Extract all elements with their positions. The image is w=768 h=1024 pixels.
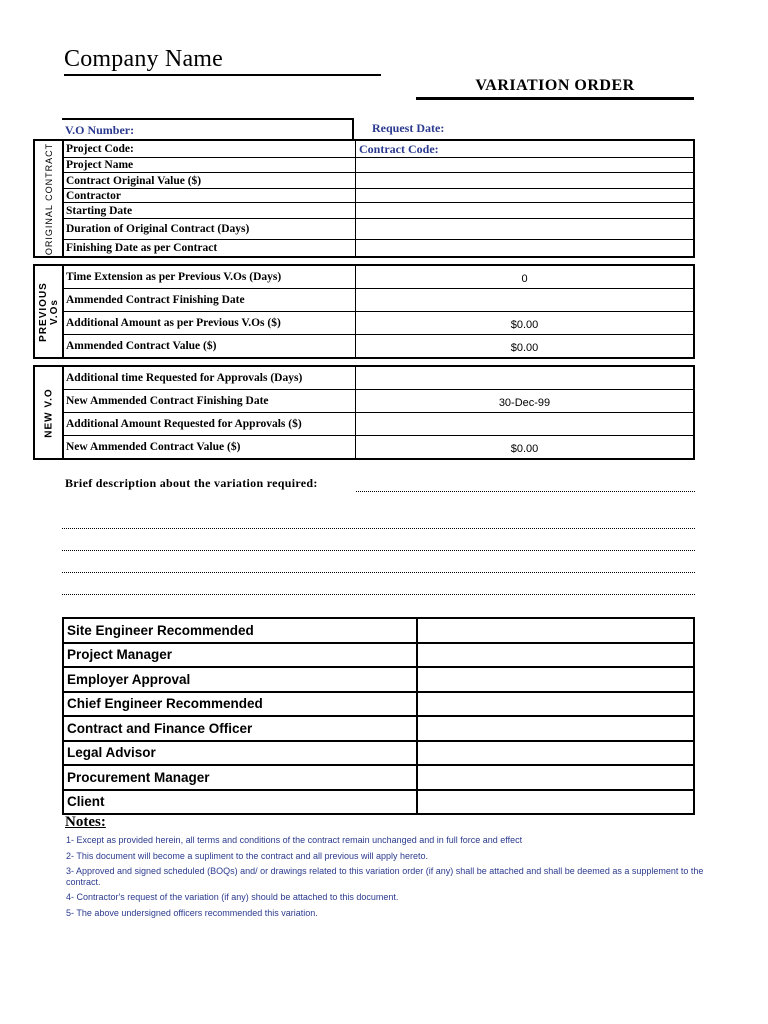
- signature-cell[interactable]: [417, 790, 694, 815]
- note-item: 3- Approved and signed scheduled (BOQs) and/ or drawings related to this variation order (if any) shall be attached and shall be deemed as a supplement to the contract.: [66, 866, 704, 887]
- vo-header-row: [62, 118, 694, 140]
- time-extension-value[interactable]: 0: [521, 272, 528, 285]
- contractor-value[interactable]: [356, 189, 693, 202]
- new-vo-side-label: NEW V.O: [35, 367, 64, 458]
- original-contract-side-label: ORIGINAL CONTRACT: [35, 141, 64, 256]
- signature-label: Project Manager: [63, 643, 417, 668]
- signature-cell[interactable]: [417, 741, 694, 766]
- signature-label: Contract and Finance Officer: [63, 716, 417, 741]
- new-contract-value-value[interactable]: $0.00: [510, 442, 539, 455]
- duration-value[interactable]: [356, 219, 693, 239]
- previous-vos-section: [33, 264, 695, 359]
- ammended-contract-value-value[interactable]: $0.00: [510, 341, 539, 354]
- table-row: [63, 692, 694, 717]
- table-row: [63, 790, 694, 815]
- additional-amount-value[interactable]: $0.00: [510, 318, 539, 331]
- table-row: [63, 618, 694, 643]
- description-label: Brief description about the variation required:: [65, 476, 318, 490]
- request-date-field[interactable]: Request Date:: [372, 121, 445, 135]
- table-row: [64, 141, 693, 158]
- note-item: 4- Contractor's request of the variation (if any) should be attached to this document.: [66, 892, 399, 902]
- signature-cell[interactable]: [417, 716, 694, 741]
- table-row: [63, 643, 694, 668]
- starting-date-value[interactable]: [356, 203, 693, 218]
- ammended-finishing-date-value[interactable]: [356, 289, 693, 311]
- signature-cell[interactable]: [417, 667, 694, 692]
- finishing-date-value[interactable]: [356, 240, 693, 256]
- table-row: Contract Original Value ($): [64, 173, 693, 189]
- note-item: 5- The above undersigned officers recommended this variation.: [66, 907, 318, 918]
- notes-title: Notes:: [65, 814, 106, 830]
- project-code-label: Project Code:: [64, 141, 356, 157]
- signature-label: Chief Engineer Recommended: [63, 692, 417, 717]
- table-row: Additional Amount as per Previous V.Os ($) $0.00: [64, 312, 693, 335]
- description-line-3[interactable]: [62, 550, 695, 551]
- previous-vos-side-label: PREVIOUS V.Os: [35, 266, 64, 357]
- additional-time-value[interactable]: [356, 367, 693, 389]
- description-line-4[interactable]: [62, 572, 695, 573]
- original-contract-section: [33, 139, 695, 258]
- table-row: Contractor: [64, 189, 693, 203]
- signature-label: Legal Advisor: [63, 741, 417, 766]
- vo-number-field[interactable]: V.O Number:: [62, 118, 354, 140]
- table-row: New Ammended Contract Value ($) $0.00: [64, 436, 693, 458]
- description-line-2[interactable]: [62, 528, 695, 529]
- contract-original-value-value[interactable]: [356, 173, 693, 188]
- signature-cell[interactable]: [417, 643, 694, 668]
- table-row: Time Extension as per Previous V.Os (Days) 0: [64, 266, 693, 289]
- table-row: Finishing Date as per Contract: [64, 240, 693, 256]
- table-row: [63, 765, 694, 790]
- table-row: Ammended Contract Finishing Date: [64, 289, 693, 312]
- table-row: Additional Amount Requested for Approvals ($): [64, 413, 693, 436]
- new-vo-section: [33, 365, 695, 460]
- note-item: 2- This document will become a supliment to the contract and all previous will apply hereto.: [66, 850, 429, 861]
- note-item: 1- Except as provided herein, all terms and conditions of the contract remain unchanged and in full force and effect: [66, 835, 523, 845]
- signature-label: Site Engineer Recommended: [63, 618, 417, 643]
- table-row: New Ammended Contract Finishing Date 30-Dec-99: [64, 390, 693, 413]
- signature-label: Employer Approval: [63, 667, 417, 692]
- signature-cell[interactable]: [417, 765, 694, 790]
- additional-amount-requested-value[interactable]: [356, 413, 693, 435]
- table-row: [63, 741, 694, 766]
- signature-table: [62, 617, 695, 815]
- table-row: [63, 716, 694, 741]
- table-row: Additional time Requested for Approvals (Days): [64, 367, 693, 390]
- description-line-5[interactable]: [62, 594, 695, 595]
- page-title: VARIATION ORDER: [416, 77, 694, 100]
- company-name: Company Name: [64, 46, 381, 76]
- table-row: Project Name: [64, 158, 693, 173]
- signature-label: Client: [63, 790, 417, 815]
- signature-label: Procurement Manager: [63, 765, 417, 790]
- signature-cell[interactable]: [417, 618, 694, 643]
- project-name-value[interactable]: [356, 158, 693, 172]
- description-line-1[interactable]: [356, 491, 695, 492]
- notes-list: [66, 835, 706, 923]
- contract-code-label[interactable]: Contract Code:: [359, 141, 439, 156]
- signature-cell[interactable]: [417, 692, 694, 717]
- table-row: [63, 667, 694, 692]
- table-row: Ammended Contract Value ($) $0.00: [64, 335, 693, 357]
- table-row: Starting Date: [64, 203, 693, 219]
- table-row: Duration of Original Contract (Days): [64, 219, 693, 240]
- new-finishing-date-value[interactable]: 30-Dec-99: [498, 396, 551, 409]
